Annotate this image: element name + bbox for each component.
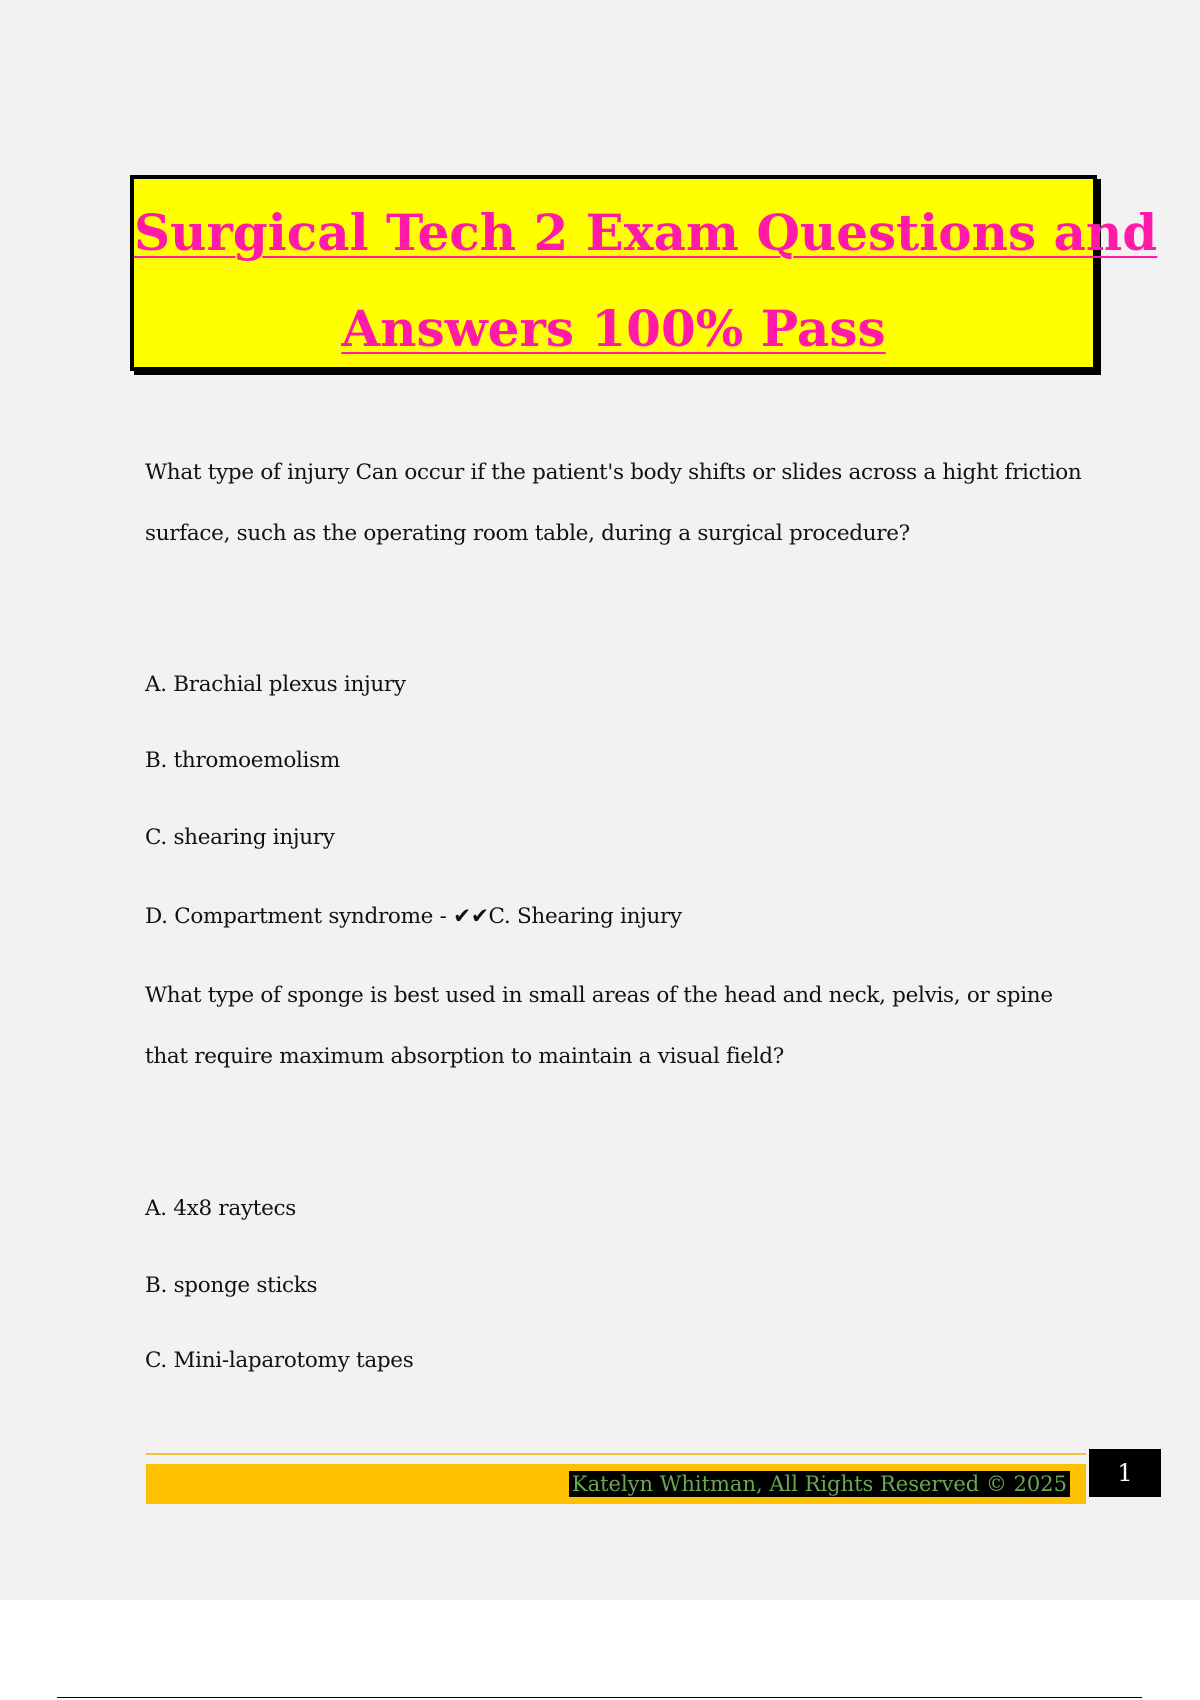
page-number: 1 [1089,1449,1161,1497]
question-2-option-b: B. sponge sticks [145,1273,318,1298]
footer-copyright: Katelyn Whitman, All Rights Reserved © 2025 [569,1471,1070,1497]
question-1-prompt-line-1: What type of injury Can occur if the patient's body shifts or slides across a hight friction [145,460,1082,485]
question-2-option-a: A. 4x8 raytecs [145,1196,296,1221]
question-2-prompt-line-2: that require maximum absorption to maintain a visual field? [145,1044,784,1069]
footer-bar [146,1464,1086,1504]
document-title-line-1: Surgical Tech 2 Exam Questions and [134,203,1158,262]
footer-divider [146,1453,1086,1455]
next-page-top-rule [57,1697,1142,1698]
question-1-option-d-with-answer: D. Compartment syndrome - ✔✔C. Shearing injury [145,904,682,929]
title-box [130,175,1158,371]
question-1-prompt-line-2: surface, such as the operating room table, during a surgical procedure? [145,521,910,546]
question-2-prompt-line-1: What type of sponge is best used in small areas of the head and neck, pelvis, or spine [145,983,1053,1008]
question-1-option-b: B. thromoemolism [145,748,340,773]
question-2-option-c: C. Mini-laparotomy tapes [145,1348,414,1373]
document-title-line-2: Answers 100% Pass [341,299,886,358]
question-1-option-a: A. Brachial plexus injury [145,672,406,697]
question-1-option-c: C. shearing injury [145,825,335,850]
